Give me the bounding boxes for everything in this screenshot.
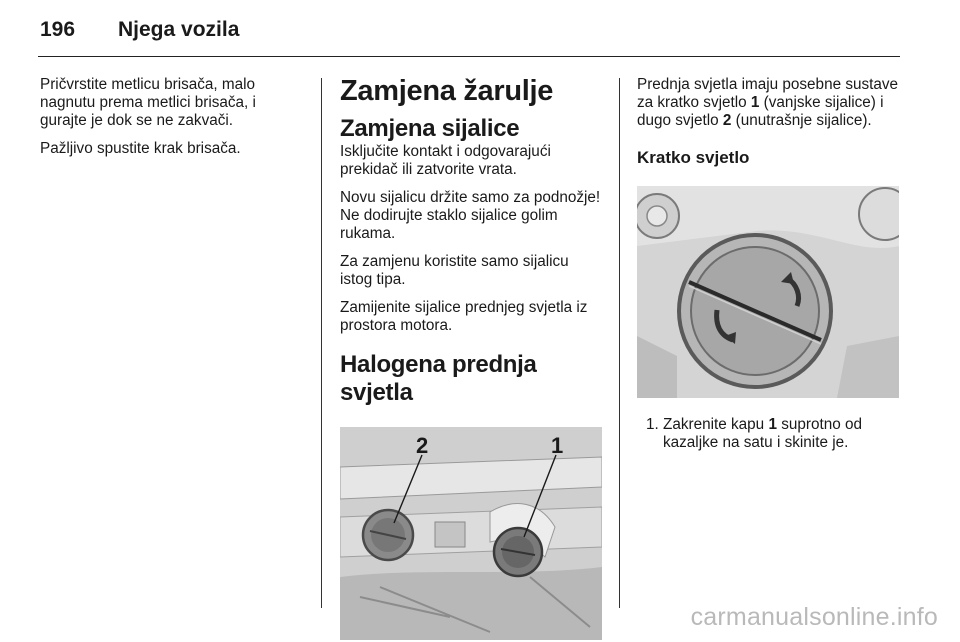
column-right: [637, 76, 905, 452]
halogen-headlamp-figure: [340, 427, 602, 640]
step-item: [663, 416, 905, 452]
paragraph: Pažljivo spustite krak brisača.: [40, 140, 241, 157]
watermark: carmanualsonline.info: [690, 603, 938, 631]
callout-number: 2: [722, 112, 732, 129]
text-run: Prednja svjetla imaju posebne sustave za kratko svjetlo: [637, 76, 899, 111]
chapter-title: Njega vozila: [118, 18, 240, 41]
paragraph: Isključite kontakt i odgovarajući prekidač ili zatvorite vrata.: [340, 143, 551, 178]
text-run: suprotno od kazaljke na satu i skinite je.: [663, 416, 862, 451]
page-header: [38, 16, 900, 57]
subsection-heading: Halogena prednja svjetla: [340, 351, 537, 406]
text-run: (vanjske sijalice) i dugo svjetlo: [637, 94, 884, 129]
paragraph: Zamijenite sijalice prednjeg svjetla iz prostora motora.: [340, 299, 588, 334]
column-divider: [619, 78, 620, 608]
subsection-heading: Kratko svjetlo: [637, 148, 750, 167]
figure-label: 2: [416, 433, 429, 458]
callout-number: 1: [768, 416, 777, 433]
page-number: 196: [40, 18, 76, 41]
paragraph: Pričvrstite metlicu brisača, malo nagnutu prema metlici brisača, i gurajte je dok se ne zakvači.: [40, 76, 256, 129]
column-left: [40, 76, 302, 168]
instruction-steps: [637, 416, 905, 452]
low-beam-cap-figure: [637, 186, 899, 398]
paragraph: [637, 76, 905, 130]
text-run: Zakrenite kapu: [663, 416, 769, 433]
callout-number: 1: [750, 94, 760, 111]
column-middle: [340, 76, 604, 640]
figure-label: 1: [551, 433, 564, 458]
paragraph: Za zamjenu koristite samo sijalicu istog tipa.: [340, 253, 569, 288]
paragraph: Novu sijalicu držite samo za podnožje! Ne dodirujte staklo sijalice golim rukama.: [340, 189, 601, 242]
section-heading: Zamjena žarulje: [340, 75, 554, 107]
subsection-heading: Zamjena sijalice: [340, 115, 520, 142]
column-divider: [321, 78, 322, 608]
text-run: (unutrašnje sijalice).: [731, 112, 872, 129]
